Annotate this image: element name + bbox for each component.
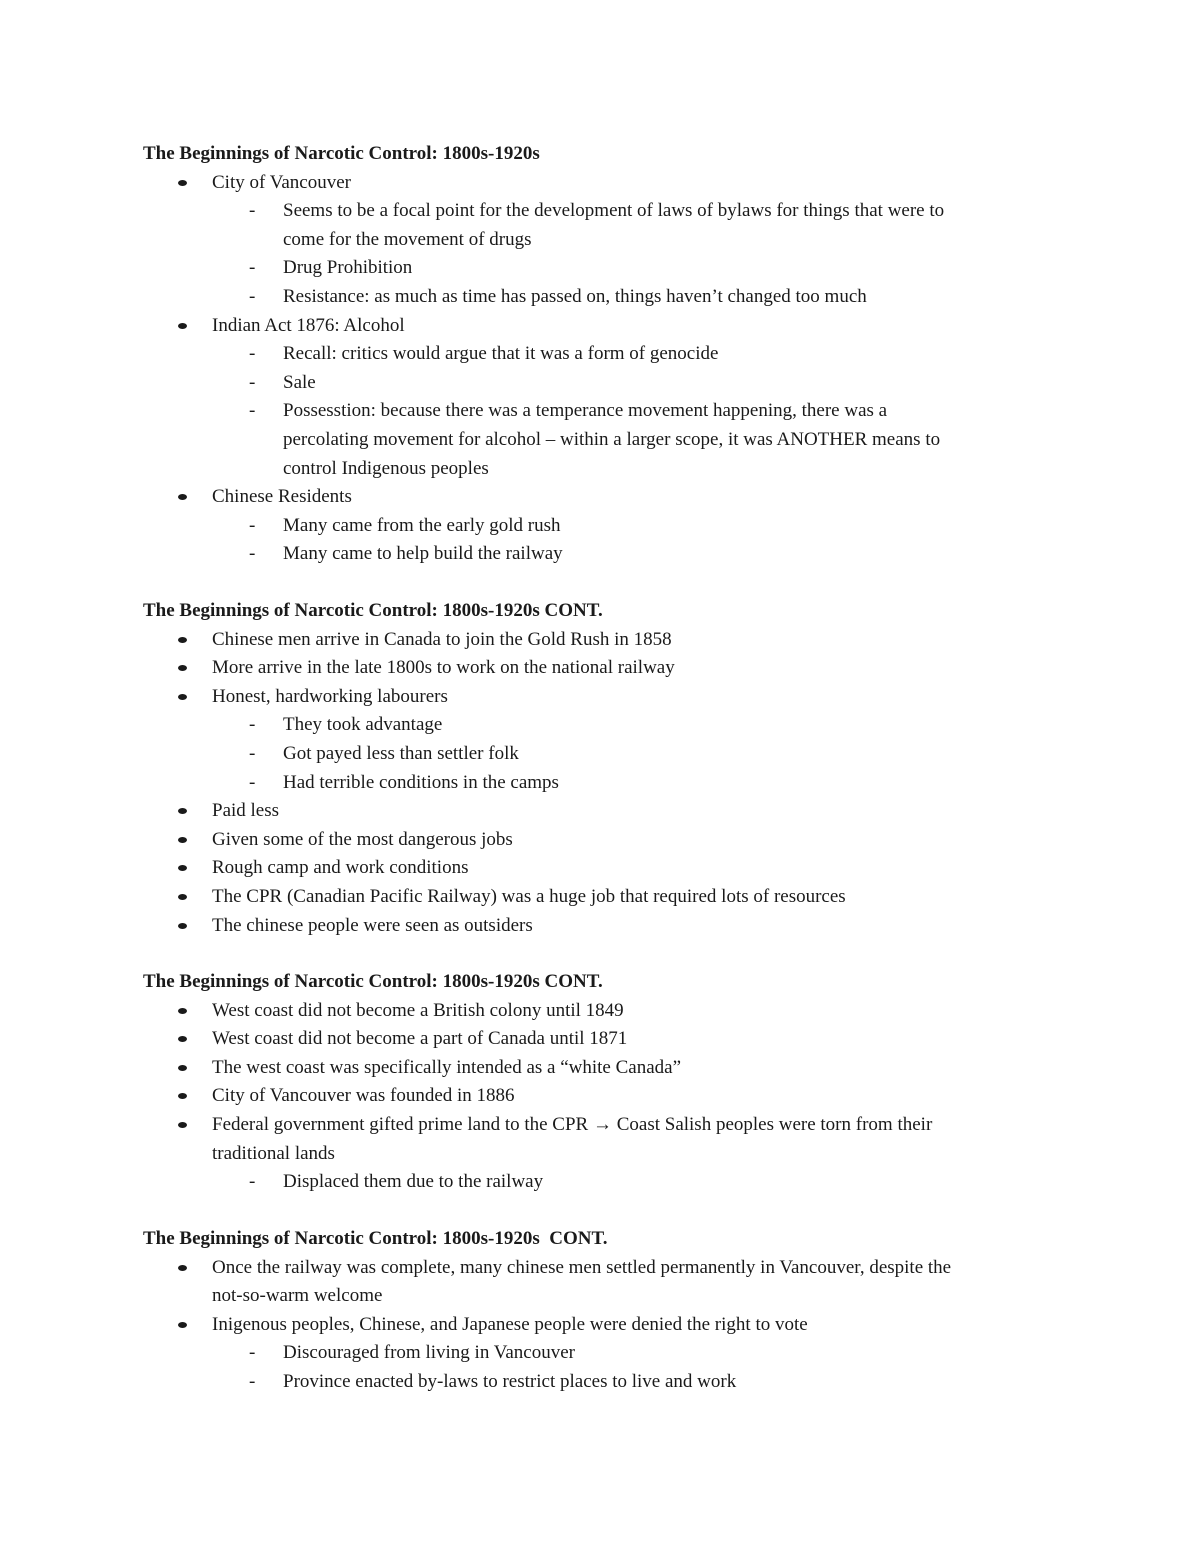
bullet-icon [178,180,187,186]
list-item-text: West coast did not become a British colony until 1849 [212,999,624,1021]
dash-icon: - [249,400,256,422]
list-item-text: Many came from the early gold rush [283,514,561,536]
list-item-text: control Indigenous peoples [283,457,489,479]
list-item-text: Once the railway was complete, many chinese men settled permanently in Vancouver, despite the [212,1256,952,1278]
list-item-text: Chinese Residents [212,486,352,508]
dash-icon: - [249,771,256,793]
dash-icon: - [249,514,256,536]
list-item-text: Got payed less than settler folk [283,743,519,764]
bullet-icon [178,637,187,643]
dash-icon: - [249,371,256,393]
list-item-text: Possesstion: because there was a temperance movement happening, there was a [283,400,888,422]
bullet-icon [178,1322,187,1328]
bullet-icon [178,1065,187,1071]
dash-icon: - [249,200,256,222]
dash-icon: - [249,343,256,365]
list-item-text: Honest, hardworking labourers [212,685,448,707]
dash-icon: - [249,1342,256,1364]
list-item-text: traditional lands [212,1142,335,1164]
list-item-text: Sale [283,371,316,393]
dash-icon: - [249,286,256,307]
list-item-text: The west coast was specifically intended as a “white Canada” [212,1056,682,1078]
list-item-text: Paid less [212,800,280,822]
list-item-text: Resistance: as much as time has passed on, things haven’t changed too much [283,286,867,307]
list-item-text: They took advantage [283,714,443,736]
list-item-text: Chinese men arrive in Canada to join the Gold Rush in 1858 [212,628,672,650]
dash-icon: - [249,743,256,764]
list-item-text: come for the movement of drugs [283,228,532,250]
bullet-icon [178,808,187,814]
section-heading: The Beginnings of Narcotic Control: 1800s-1920s [143,143,540,164]
list-item-text: Province enacted by-laws to restrict places to live and work [283,1371,737,1392]
bullet-icon [178,665,187,671]
dash-icon: - [249,1171,256,1193]
list-item-text: The CPR (Canadian Pacific Railway) was a huge job that required lots of resources [212,886,846,907]
list-item-text: City of Vancouver was founded in 1886 [212,1085,515,1107]
list-item-text: Rough camp and work conditions [212,857,469,879]
section-heading: The Beginnings of Narcotic Control: 1800s-1920s CONT. [143,1228,608,1249]
bullet-icon [178,694,187,700]
bullet-icon [178,894,187,900]
bullet-icon [178,865,187,871]
list-item-text: Had terrible conditions in the camps [283,771,559,793]
list-item-text: Displaced them due to the railway [283,1171,544,1193]
list-item-text: percolating movement for alcohol – within a larger scope, it was ANOTHER means to [283,429,941,450]
bullet-icon [178,837,187,843]
bullet-icon [178,1036,187,1042]
list-item-text: Many came to help build the railway [283,543,563,565]
list-item-text: Given some of the most dangerous jobs [212,828,513,850]
bullet-icon [178,494,187,500]
bullet-icon [178,1122,187,1128]
dash-icon: - [249,1371,256,1392]
list-item-text: Discouraged from living in Vancouver [283,1342,575,1364]
list-item-text: City of Vancouver [212,171,351,193]
list-item-text: Recall: critics would argue that it was a form of genocide [283,343,719,365]
dash-icon: - [249,543,256,565]
list-item-text: More arrive in the late 1800s to work on the national railway [212,657,675,679]
list-item-text: West coast did not become a part of Canada until 1871 [212,1028,628,1050]
bullet-icon [178,923,187,929]
bullet-icon [178,1008,187,1014]
list-item-text: not-so-warm welcome [212,1285,383,1307]
list-item-text: Drug Prohibition [283,257,413,279]
dash-icon: - [249,257,256,279]
bullet-icon [178,323,187,329]
dash-icon: - [249,714,256,736]
list-item-text: Inigenous peoples, Chinese, and Japanese people were denied the right to vote [212,1313,808,1335]
section-heading: The Beginnings of Narcotic Control: 1800s-1920s CONT. [143,971,603,992]
section-heading: The Beginnings of Narcotic Control: 1800s-1920s CONT. [143,600,603,621]
bullet-icon [178,1093,187,1099]
list-item-text: The chinese people were seen as outsiders [212,914,533,936]
list-item-text: Seems to be a focal point for the development of laws of bylaws for things that were to [283,200,945,222]
list-item-text: Indian Act 1876: Alcohol [212,314,405,336]
bullet-icon [178,1265,187,1271]
list-item-text: Federal government gifted prime land to the CPR → Coast Salish peoples were torn from their [212,1114,933,1135]
